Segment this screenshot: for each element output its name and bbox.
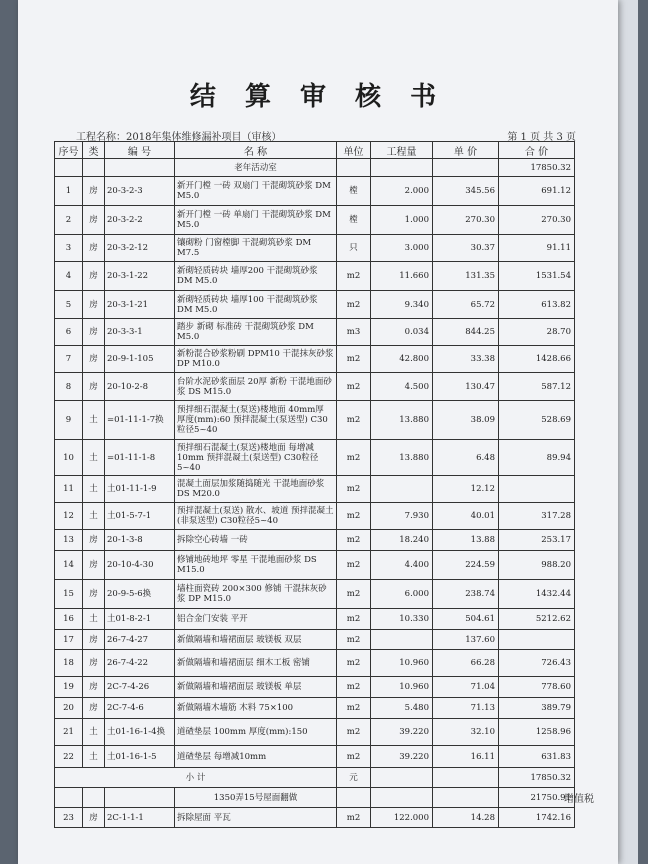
cell-code: 土01-16-1-4换 [105,719,175,746]
table-row [55,262,575,291]
cell-name: 预拌细石混凝土(泵送)楼地面 40mm厚 厚度(mm):60 预拌混凝土(泵送型) C30粒径5~40 [175,401,337,440]
cell-name: 道碴垫层 100mm 厚度(mm):150 [175,719,337,746]
cell-cls: 房 [83,580,105,609]
cell-cls: 房 [83,291,105,319]
cell-no: 21 [55,719,83,746]
cell-code: 20-9-5-6换 [105,580,175,609]
cell-qty: 11.660 [371,262,433,291]
cell-no: 15 [55,580,83,609]
cell-price: 12.12 [433,476,499,503]
col-header: 名 称 [175,142,337,159]
cell-price: 137.60 [433,630,499,650]
cell-name: 新开门樘 一砖 单扇门 干混砌筑砂浆 DM M5.0 [175,206,337,235]
cell-code: 20-1-3-8 [105,530,175,551]
table-row [55,206,575,235]
cell-amount: 1258.96 [499,719,575,746]
cell-price: 33.38 [433,346,499,373]
cell-qty: 39.220 [371,746,433,768]
cell-cls: 土 [83,476,105,503]
cell-price: 16.11 [433,746,499,768]
table-row [55,291,575,319]
cell-unit: m2 [337,291,371,319]
col-header: 工程量 [371,142,433,159]
cell-name: 混凝土面层加浆随捣随光 干混地面砂浆 DS M20.0 [175,476,337,503]
cell-unit: m2 [337,262,371,291]
cell-name: 墙柱面瓷砖 200×300 修铺 干混抹灰砂浆 DP M15.0 [175,580,337,609]
cell-unit: m2 [337,677,371,698]
cell-cls: 房 [83,262,105,291]
cell-code: 20-3-2-2 [105,206,175,235]
col-header: 编 号 [105,142,175,159]
cell-unit: m2 [337,580,371,609]
cell-name: 拆除屋面 平瓦 [175,808,337,828]
cell-qty: 2.000 [371,177,433,206]
cell-code: 20-9-1-105 [105,346,175,373]
cell-name: 铝合金门安装 平开 [175,609,337,630]
cell-no: 11 [55,476,83,503]
cell-price: 224.59 [433,551,499,580]
col-header: 类 [83,142,105,159]
table-row [55,373,575,401]
cell-no: 4 [55,262,83,291]
cell-unit: m2 [337,650,371,677]
cell-unit: m2 [337,719,371,746]
cell-no: 14 [55,551,83,580]
cell-no: 22 [55,746,83,768]
cell-amount: 28.70 [499,319,575,346]
cell-name: 预拌细石混凝土(泵送)楼地面 每增减10mm 预拌混凝土(泵送型) C30粒径5~40 [175,440,337,476]
cell-code: 土01-16-1-5 [105,746,175,768]
subtotal-amount: 17850.32 [499,768,575,788]
cell-price: 71.13 [433,698,499,719]
cell-cls: 房 [83,630,105,650]
cell-code: 26-7-4-22 [105,650,175,677]
cell-unit: m2 [337,530,371,551]
cell-unit: m2 [337,609,371,630]
cell-name: 新做隔墙和墙裙面层 玻镁板 双层 [175,630,337,650]
table-header-row [55,142,575,159]
page-info: 第 1 页 共 3 页 [507,132,576,143]
table-row [55,808,575,828]
footer-note: 增值税 [564,794,594,805]
cell-amount [499,476,575,503]
col-header: 合 价 [499,142,575,159]
cell-amount: 5212.62 [499,609,575,630]
section-row [55,788,575,808]
cell-code: 20-3-1-21 [105,291,175,319]
cell-cls: 房 [83,235,105,262]
cell-code: =01-11-1-7换 [105,401,175,440]
table-row [55,580,575,609]
cell-code: 20-3-2-12 [105,235,175,262]
cell-qty: 5.480 [371,698,433,719]
cell-qty: 1.000 [371,206,433,235]
cell-amount: 1742.16 [499,808,575,828]
cell-qty: 122.000 [371,808,433,828]
cell-amount: 1432.44 [499,580,575,609]
cell-code: 土01-5-7-1 [105,503,175,530]
cell-name: 踏步 新砌 标准砖 干混砌筑砂浆 DM M5.0 [175,319,337,346]
table-row [55,609,575,630]
cell-cls: 土 [83,746,105,768]
cell-no: 20 [55,698,83,719]
cell-qty [371,630,433,650]
cell-amount: 1428.66 [499,346,575,373]
cell-cls: 土 [83,440,105,476]
cell-name: 道碴垫层 每增减10mm [175,746,337,768]
cell-cls: 土 [83,719,105,746]
cell-no: 8 [55,373,83,401]
cell-name: 新砌轻质砖块 墙厚200 干混砌筑砂浆 DM M5.0 [175,262,337,291]
cell-cls: 房 [83,373,105,401]
cell-unit: m2 [337,746,371,768]
cell-no: 6 [55,319,83,346]
table-row [55,346,575,373]
subtotal-label: 小 计 [55,768,337,788]
cell-name: 新开门樘 一砖 双扇门 干混砌筑砂浆 DM M5.0 [175,177,337,206]
cell-amount: 528.69 [499,401,575,440]
section-total: 21750.91 [499,788,575,808]
cell-qty: 10.960 [371,677,433,698]
cell-amount: 89.94 [499,440,575,476]
cell-amount: 988.20 [499,551,575,580]
cell-qty: 4.500 [371,373,433,401]
cell-name: 拆除空心砖墙 一砖 [175,530,337,551]
cell-price: 504.61 [433,609,499,630]
cell-amount [499,630,575,650]
cell-amount: 270.30 [499,206,575,235]
cell-cls: 房 [83,177,105,206]
cell-no: 3 [55,235,83,262]
cell-no: 9 [55,401,83,440]
cell-cls: 房 [83,698,105,719]
cell-amount: 726.43 [499,650,575,677]
table-row [55,401,575,440]
table-row [55,440,575,476]
cell-amount: 317.28 [499,503,575,530]
cell-name: 新做隔墙和墙裙面层 细木工板 密铺 [175,650,337,677]
cell-price: 238.74 [433,580,499,609]
cell-price: 130.47 [433,373,499,401]
table-row [55,319,575,346]
cell-name: 新砌轻质砖块 墙厚100 干混砌筑砂浆 DM M5.0 [175,291,337,319]
cell-cls: 房 [83,346,105,373]
cell-unit: m2 [337,440,371,476]
col-header: 单位 [337,142,371,159]
cell-no: 2 [55,206,83,235]
table-row [55,719,575,746]
cell-unit: 只 [337,235,371,262]
cell-price: 38.09 [433,401,499,440]
cell-code: 20-3-3-1 [105,319,175,346]
cell-amount: 389.79 [499,698,575,719]
cell-name: 台阶水泥砂浆面层 20厚 新粉 干混地面砂浆 DS M15.0 [175,373,337,401]
cell-name: 新做隔墙木墙筋 木料 75×100 [175,698,337,719]
cell-cls: 房 [83,530,105,551]
cell-price: 71.04 [433,677,499,698]
cell-name: 预拌混凝土(泵送) 散水、坡道 预拌混凝土(非泵送型) C30粒径5~40 [175,503,337,530]
cell-qty: 13.880 [371,440,433,476]
cell-unit: m2 [337,401,371,440]
section-row [55,159,575,177]
cell-cls: 土 [83,503,105,530]
cell-qty: 6.000 [371,580,433,609]
cell-amount: 691.12 [499,177,575,206]
cell-cls: 土 [83,609,105,630]
table-row [55,551,575,580]
section-total: 17850.32 [499,159,575,177]
cell-cls: 房 [83,677,105,698]
section-name: 1350弄15号屋面翻做 [175,788,337,808]
cell-price: 345.56 [433,177,499,206]
document-title: 结 算 审 核 书 [189,82,447,112]
cell-name: 新粉混合砂浆粉刷 DPM10 干混抹灰砂浆 DP M10.0 [175,346,337,373]
cell-unit: m2 [337,808,371,828]
cell-name: 镶砌粉 门窗樘脚 干混砌筑砂浆 DM M7.5 [175,235,337,262]
cell-qty: 10.330 [371,609,433,630]
cell-unit: m2 [337,503,371,530]
cell-price: 131.35 [433,262,499,291]
cell-no: 23 [55,808,83,828]
cell-qty: 10.960 [371,650,433,677]
cell-code: 20-3-2-3 [105,177,175,206]
cell-price: 13.88 [433,530,499,551]
table-row [55,177,575,206]
cell-price: 32.10 [433,719,499,746]
cell-amount: 253.17 [499,530,575,551]
cell-cls: 土 [83,401,105,440]
cell-cls: 房 [83,206,105,235]
project-name: 工程名称：2018年集体维修漏补项目（审核） [76,132,282,143]
cell-price: 14.28 [433,808,499,828]
cell-amount: 778.60 [499,677,575,698]
cell-cls: 房 [83,808,105,828]
cell-qty: 13.880 [371,401,433,440]
cell-price: 65.72 [433,291,499,319]
cell-qty: 3.000 [371,235,433,262]
cell-no: 10 [55,440,83,476]
cell-code: 土01-8-2-1 [105,609,175,630]
cell-unit: m2 [337,346,371,373]
table-row [55,503,575,530]
cell-unit: m2 [337,373,371,401]
cell-cls: 房 [83,319,105,346]
cell-unit: 樘 [337,177,371,206]
cell-qty: 7.930 [371,503,433,530]
cell-code: 土01-11-1-9 [105,476,175,503]
cell-price: 66.28 [433,650,499,677]
col-header: 序号 [55,142,83,159]
cell-code: 20-10-2-8 [105,373,175,401]
cell-name: 新做隔墙和墙裙面层 玻镁板 单层 [175,677,337,698]
cell-price: 30.37 [433,235,499,262]
cell-qty [371,476,433,503]
cell-no: 13 [55,530,83,551]
table-row [55,650,575,677]
cell-unit: m3 [337,319,371,346]
cell-qty: 42.800 [371,346,433,373]
cell-amount: 1531.54 [499,262,575,291]
cell-code: 26-7-4-27 [105,630,175,650]
cell-amount: 91.11 [499,235,575,262]
cell-price: 6.48 [433,440,499,476]
cell-no: 18 [55,650,83,677]
table-row [55,677,575,698]
cell-no: 16 [55,609,83,630]
cell-code: 2C-7-4-26 [105,677,175,698]
cell-cls: 房 [83,650,105,677]
cell-qty: 39.220 [371,719,433,746]
cell-amount: 613.82 [499,291,575,319]
cell-no: 19 [55,677,83,698]
table-row [55,630,575,650]
table-row [55,698,575,719]
table-row [55,530,575,551]
cell-price: 40.01 [433,503,499,530]
table-row [55,235,575,262]
cell-unit: m2 [337,630,371,650]
table-row [55,746,575,768]
cell-no: 17 [55,630,83,650]
cell-no: 12 [55,503,83,530]
cell-amount: 631.83 [499,746,575,768]
cell-amount: 587.12 [499,373,575,401]
subtotal-unit: 元 [337,768,371,788]
cell-cls: 房 [83,551,105,580]
cell-no: 5 [55,291,83,319]
cell-name: 修铺地砖地坪 零星 干混地面砂浆 DS M15.0 [175,551,337,580]
cell-price: 844.25 [433,319,499,346]
cell-unit: m2 [337,698,371,719]
cell-no: 1 [55,177,83,206]
section-name: 老年活动室 [175,159,337,177]
table-row [55,476,575,503]
cell-code: 20-3-1-22 [105,262,175,291]
cell-qty: 9.340 [371,291,433,319]
cell-price: 270.30 [433,206,499,235]
cell-unit: 樘 [337,206,371,235]
cell-qty: 0.034 [371,319,433,346]
cell-code: 2C-1-1-1 [105,808,175,828]
cell-qty: 4.400 [371,551,433,580]
cell-no: 7 [55,346,83,373]
settlement-table [54,141,575,828]
col-header: 单 价 [433,142,499,159]
subtotal-row [55,768,575,788]
cell-unit: m2 [337,476,371,503]
cell-code: 2C-7-4-6 [105,698,175,719]
cell-code: =01-11-1-8 [105,440,175,476]
cell-code: 20-10-4-30 [105,551,175,580]
cell-unit: m2 [337,551,371,580]
cell-qty: 18.240 [371,530,433,551]
